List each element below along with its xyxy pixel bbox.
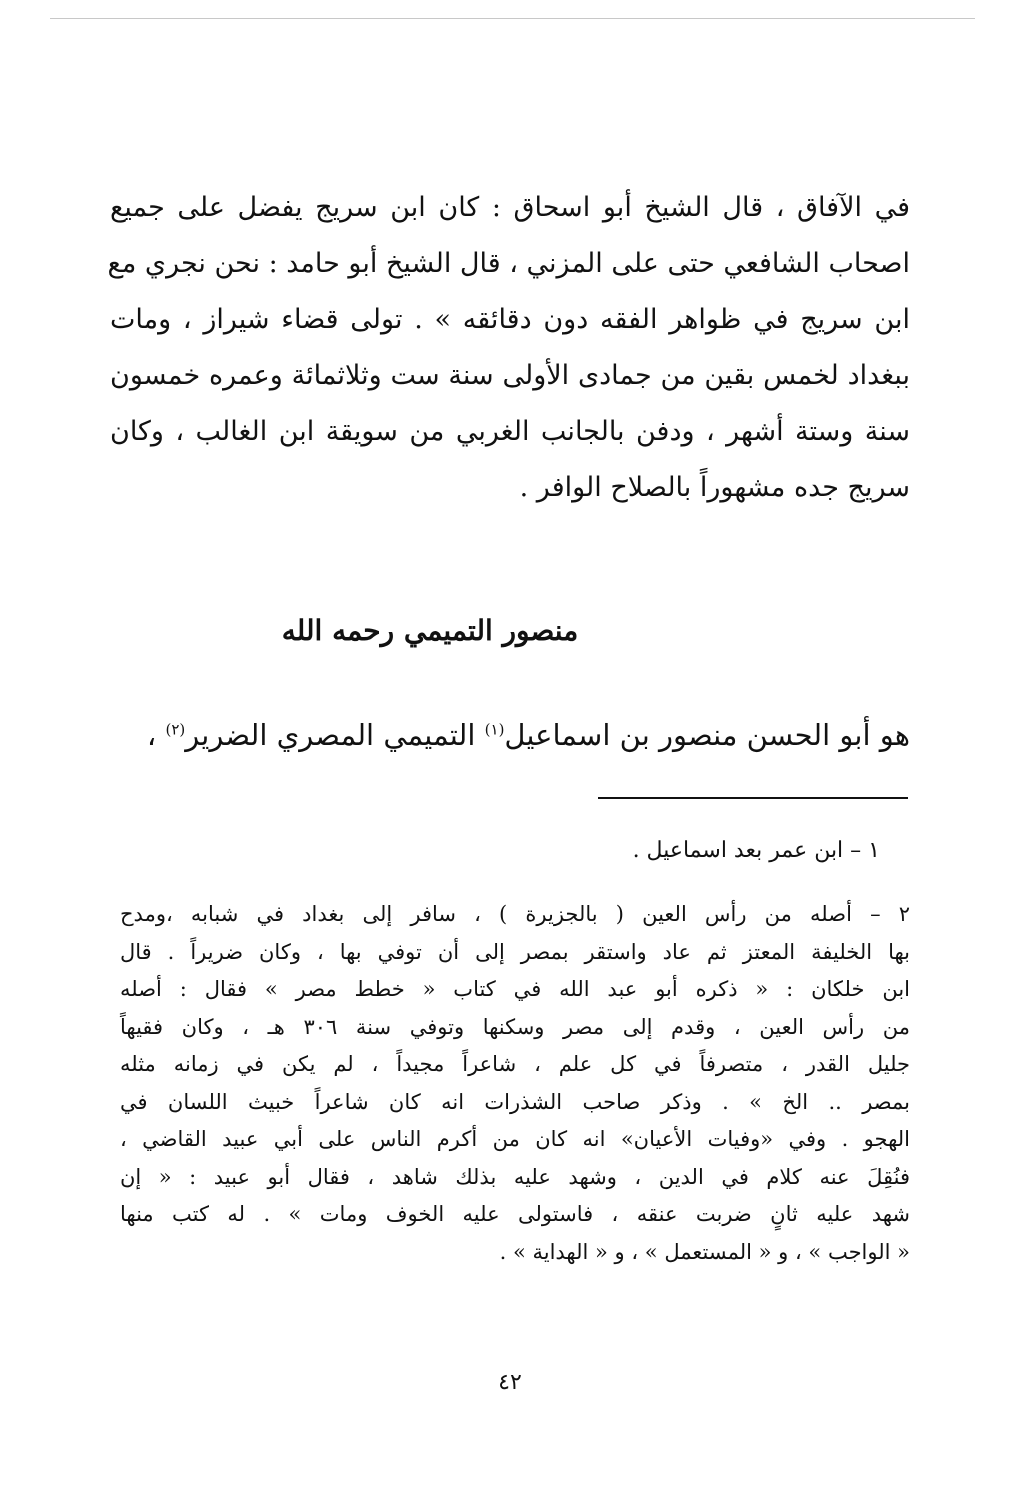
footnote-ref-1: (١) <box>484 720 505 739</box>
main-paragraph <box>107 180 910 516</box>
footnote-line: فنُقِلَ عنه كلام في الدين ، وشهد عليه بذلك شاهد ، فقال أبو عبيد : « إن <box>120 1164 910 1189</box>
main-line: ببغداد لخمس بقين من جمادى الأولى سنة ست وثلاثمائة وعمره خمسون <box>110 360 910 391</box>
main-line: في الآفاق ، قال الشيخ أبو اسحاق : كان ابن سريج يفضل على جميع <box>110 192 910 223</box>
main-line: سنة وستة أشهر ، ودفن بالجانب الغربي من سويقة ابن الغالب ، وكان <box>110 416 910 447</box>
main-line: ابن سريج في ظواهر الفقه دون دقائقه » . تولى قضاء شيراز ، ومات <box>110 304 910 335</box>
intro-text: هو أبو الحسن منصور بن اسماعيل <box>504 718 910 752</box>
footnote-line: الهجو . وفي «وفيات الأعيان» انه كان من أكرم الناس على أبي عبيد القاضي ، <box>120 1127 910 1151</box>
main-line: اصحاب الشافعي حتى على المزني ، قال الشيخ أبو حامد : نحن نجري مع <box>107 248 910 279</box>
top-rule <box>50 18 975 19</box>
footnote-line: ابن خلكان : « ذكره أبو عبد الله في كتاب « خطط مصر » فقال : أصله <box>120 977 910 1001</box>
footnote-ref-2: (٢) <box>165 720 186 739</box>
intro-text: التميمي المصري الضرير <box>185 718 485 752</box>
footnote-2 <box>120 896 910 1271</box>
footnote-separator <box>598 797 908 799</box>
footnote-line: ٢ – أصله من رأس العين ( بالجزيرة ) ، سافر إلى بغداد في شبابه ،ومدح <box>120 902 910 926</box>
footnote-line: جليل القدر ، متصرفاً في كل علم ، شاعراً مجيداً ، لم يكن في زمانه مثله <box>120 1052 910 1076</box>
main-line: سريج جده مشهوراً بالصلاح الوافر . <box>519 472 910 503</box>
section-heading: منصور التميمي رحمه الله <box>281 614 579 647</box>
page-number: ٤٢ <box>498 1370 522 1395</box>
footnote-line: من رأس العين ، وقدم إلى مصر وسكنها وتوفي سنة ٣٠٦ هـ ، وكان فقيهاً <box>120 1014 910 1039</box>
intro-text: ، <box>146 718 166 752</box>
intro-line <box>120 718 910 752</box>
footnote-line: بمصر .. الخ » . وذكر صاحب الشذرات انه كان شاعراً خبيث اللسان في <box>120 1089 910 1114</box>
footnote-line: شهد عليه ثانٍ ضربت عنقه ، فاستولى عليه الخوف ومات » . له كتب منها <box>120 1202 910 1226</box>
footnote-1: ١ – ابن عمر بعد اسماعيل . <box>632 838 880 863</box>
footnote-line: « الواجب » ، و « المستعمل » ، و « الهداية » . <box>499 1239 910 1264</box>
footnote-line: بها الخليفة المعتز ثم عاد واستقر بمصر إلى أن توفي بها ، وكان ضريراً . قال <box>120 939 910 964</box>
